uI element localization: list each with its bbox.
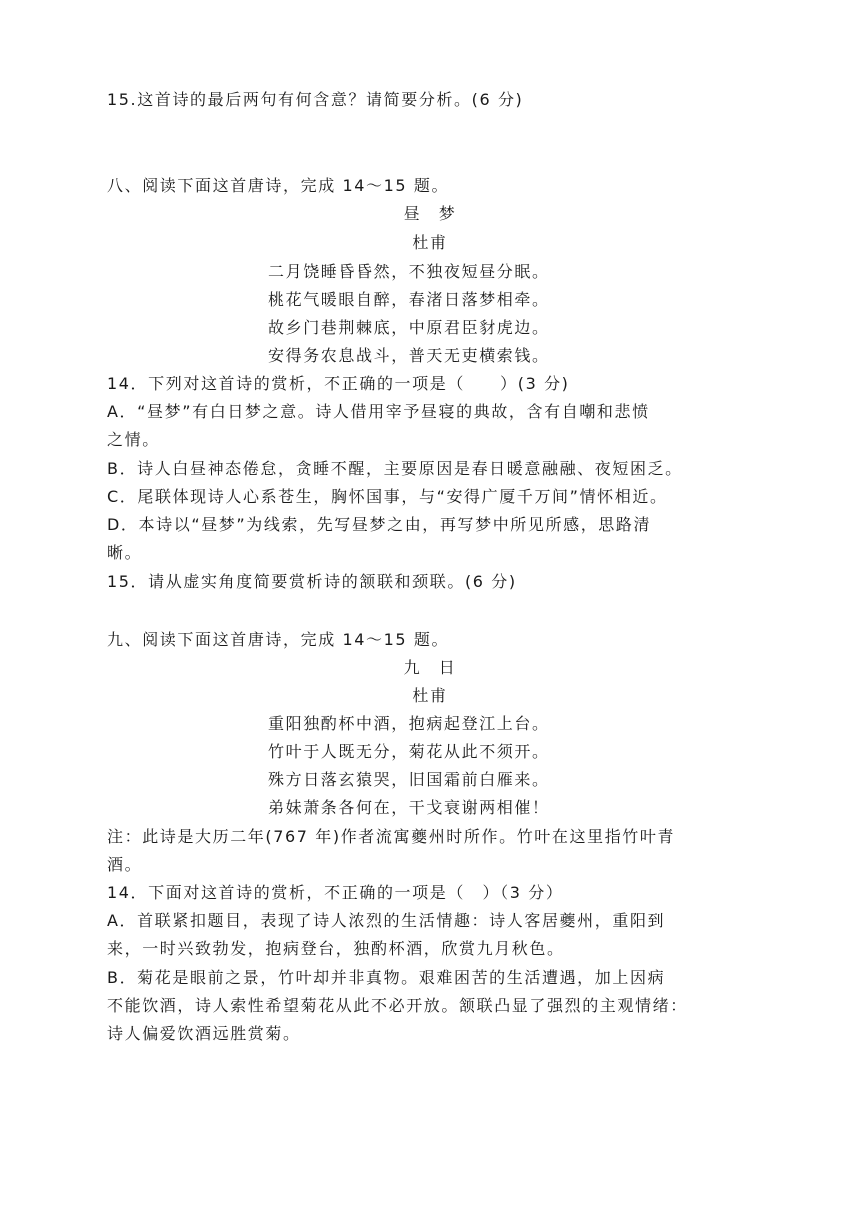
option-b: B．诗人白昼神态倦怠，贪睡不醒，主要原因是春日暖意融融、夜短困乏。 (107, 459, 683, 478)
question-15: 15．请从虚实角度简要赏析诗的颔联和颈联。(6 分) (107, 572, 517, 591)
option-a: A．“昼梦”有白日梦之意。诗人借用宰予昼寝的典故，含有自嘲和悲愤 (107, 402, 650, 421)
question-14-stem: 14．下面对这首诗的赏析，不正确的一项是（ ）（3 分） (107, 883, 564, 902)
poem-line: 殊方日落玄猿哭，旧国霜前白雁来。 (268, 770, 550, 789)
question-14-stem: 14．下列对这首诗的赏析，不正确的一项是（ ）(3 分) (107, 374, 570, 393)
section-8-heading: 八、阅读下面这首唐诗，完成 14～15 题。 (107, 176, 450, 195)
poem-line: 安得务农息战斗，普天无吏横索钱。 (268, 346, 550, 365)
option-a-continued: 来，一时兴致勃发，抱病登台，独酌杯酒，欣赏九月秋色。 (107, 939, 565, 958)
option-b-continued: 不能饮酒，诗人索性希望菊花从此不必开放。颔联凸显了强烈的主观情绪： (107, 996, 688, 1015)
poem-title: 九 日 (403, 658, 457, 677)
option-d: D．本诗以“昼梦”为线索，先写昼梦之由，再写梦中所见所感，思路清 (107, 515, 652, 534)
poem-line: 重阳独酌杯中酒，抱病起登江上台。 (268, 714, 550, 733)
section-9-heading: 九、阅读下面这首唐诗，完成 14～15 题。 (107, 630, 450, 649)
option-b: B．菊花是眼前之景，竹叶却并非真物。艰难困苦的生活遭遇，加上因病 (107, 968, 666, 987)
option-c: C．尾联体现诗人心系苍生，胸怀国事，与“安得广厦千万间”情怀相近。 (107, 487, 668, 506)
poem-line: 弟妹萧条各何在，干戈衰谢两相催！ (268, 798, 550, 817)
option-a-continued: 之情。 (107, 430, 160, 449)
poem-author: 杜甫 (412, 686, 448, 705)
question-15-top: 15.这首诗的最后两句有何含意？请简要分析。(6 分) (107, 90, 524, 109)
option-d-continued: 晰。 (107, 543, 143, 562)
poem-line: 桃花气暖眼自醉，春渚日落梦相牵。 (268, 290, 550, 309)
poem-line: 二月饶睡昏昏然，不独夜短昼分眠。 (268, 262, 550, 281)
poem-line: 竹叶于人既无分，菊花从此不须开。 (268, 742, 550, 761)
poem-title: 昼 梦 (403, 204, 457, 223)
annotation-note-continued: 酒。 (107, 855, 143, 874)
option-b-continued: 诗人偏爱饮酒远胜赏菊。 (107, 1024, 301, 1043)
option-a: A．首联紧扣题目，表现了诗人浓烈的生活情趣：诗人客居夔州，重阳到 (107, 911, 666, 930)
poem-author: 杜甫 (412, 233, 448, 252)
annotation-note: 注：此诗是大历二年(767 年)作者流寓夔州时所作。竹叶在这里指竹叶青 (107, 827, 676, 846)
poem-line: 故乡门巷荆棘底，中原君臣豺虎边。 (268, 318, 550, 337)
